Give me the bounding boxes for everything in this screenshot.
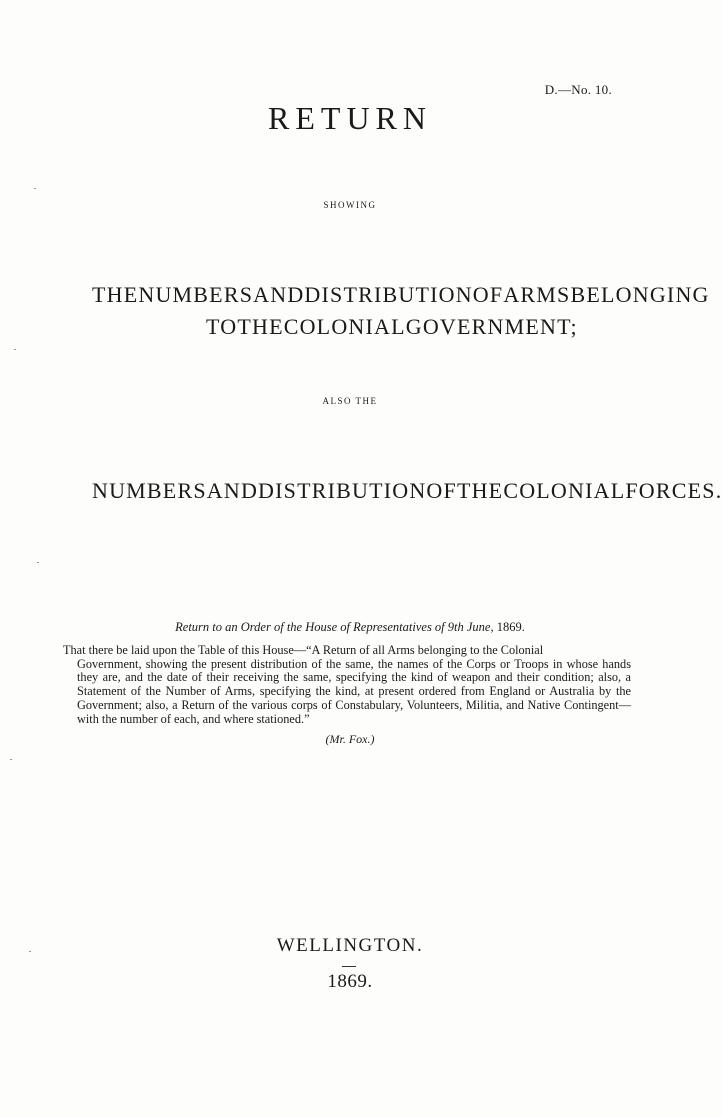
scan-speck — [34, 188, 36, 189]
subject-word: DISTRIBUTION — [258, 478, 427, 503]
subject-line-1 — [92, 282, 710, 308]
subject-word: TO — [206, 314, 238, 339]
subject-word: THE — [237, 314, 284, 339]
also-label: ALSO THE — [322, 396, 378, 406]
subject-word: AND — [206, 478, 259, 503]
subject-word: THE — [456, 478, 504, 503]
subject-word: AND — [253, 282, 305, 307]
subject-word: COLONIAL — [503, 478, 626, 503]
subject-word: BELONGING — [570, 282, 710, 307]
scan-speck — [10, 759, 12, 760]
scan-speck — [37, 562, 39, 563]
subject-word: OF — [472, 282, 504, 307]
order-text: Return to an Order of the House of Representatives of 9th June, — [175, 620, 494, 634]
imprint-year: 1869. — [327, 971, 373, 992]
subject-word: DISTRIBUTION — [304, 282, 473, 307]
subject-word: GOVERNMENT; — [405, 314, 578, 339]
imprint-place: WELLINGTON. — [276, 935, 424, 956]
resolution-body: Government, showing the present distribution of the same, the names of the Corps or Troops in whose hands they are, and the date of their receiving the same, specifying the kind of weapon and their condition; also, a Statement of the Number of Arms, specifying the kind, at present ordered from England or Australia by the Government; also, a Return of the various corps of Constabulary, Volunteers, Militia, and Native Contingent—with the number of each, and where stationed.” — [77, 656, 631, 726]
subject-word: NUMBERS — [138, 282, 254, 307]
resolution-paragraph — [63, 644, 631, 726]
showing-label: SHOWING — [323, 200, 377, 210]
document-title: RETURN — [268, 100, 432, 136]
subject-word: OF — [426, 478, 457, 503]
subject-word: FORCES. — [625, 478, 722, 503]
order-year: 1869. — [496, 620, 525, 634]
paper-reference-number: D.—No. 10. — [544, 82, 612, 97]
subject-line-3 — [92, 478, 722, 504]
subject-word: NUMBERS — [92, 478, 207, 503]
scan-speck — [29, 951, 31, 952]
subject-line-2 — [206, 314, 578, 340]
imprint-rule — [342, 966, 356, 967]
scan-speck — [14, 349, 16, 350]
resolution-first-line: That there be laid upon the Table of this House—“A Return of all Arms belonging to the Colonial — [63, 643, 544, 657]
order-line — [0, 620, 700, 635]
subject-word: COLONIAL — [283, 314, 406, 339]
subject-word: THE — [92, 282, 139, 307]
mover-attribution: (Mr. Fox.) — [325, 732, 375, 746]
subject-word: ARMS — [503, 282, 571, 307]
